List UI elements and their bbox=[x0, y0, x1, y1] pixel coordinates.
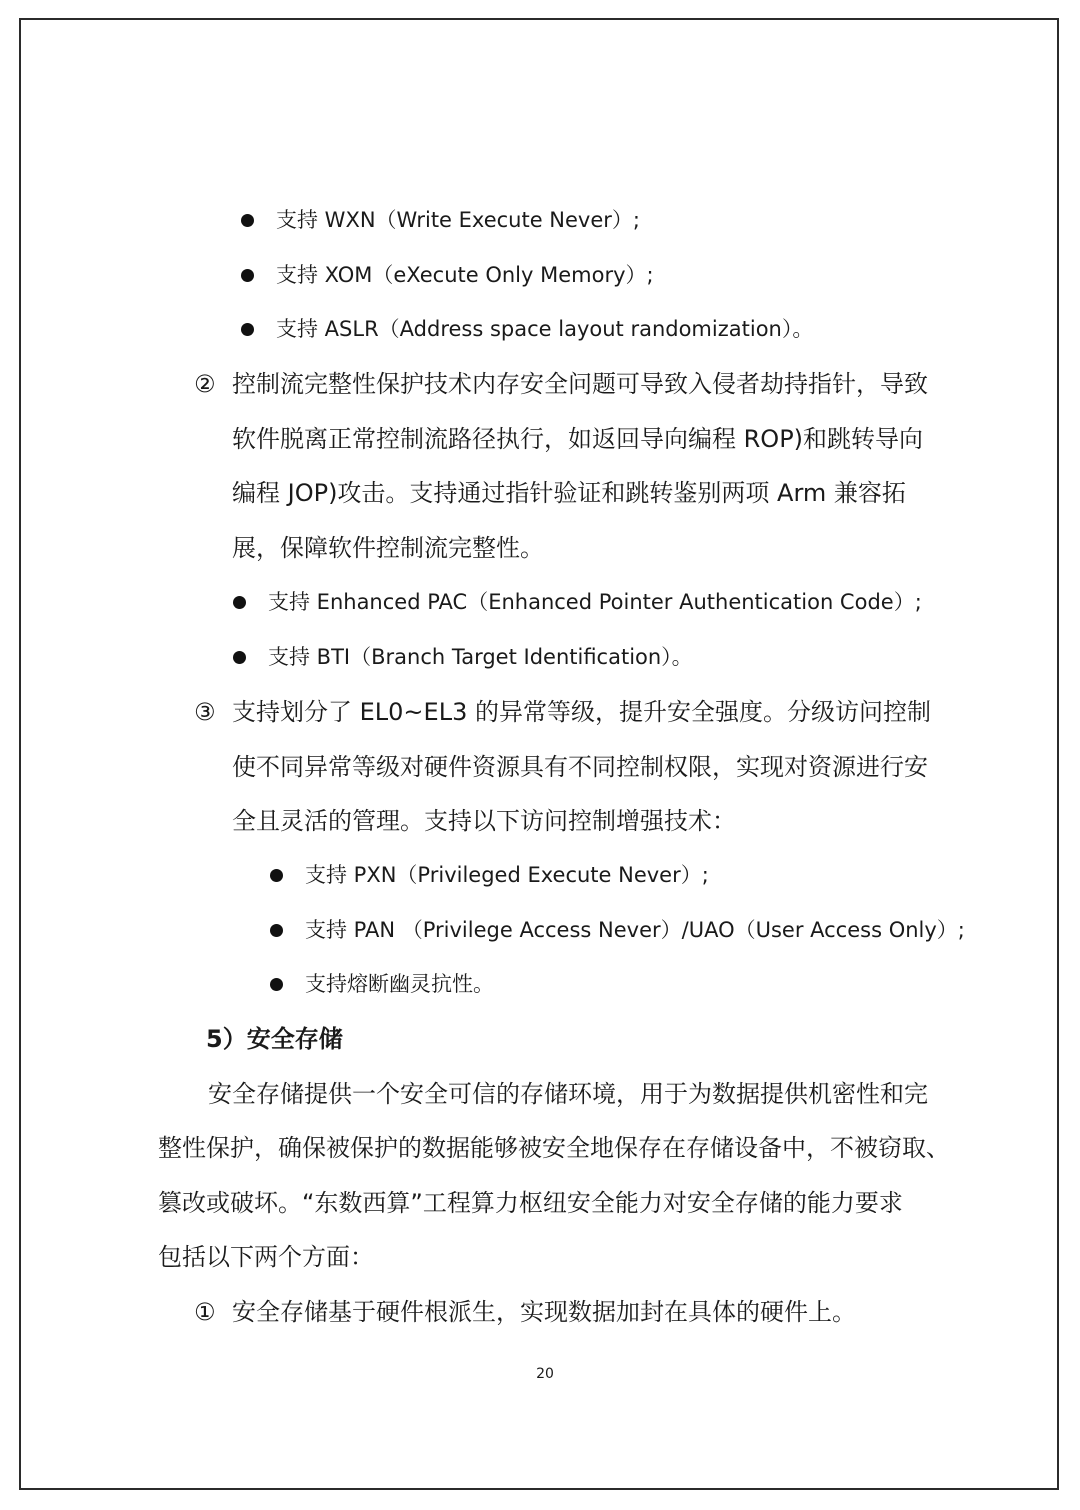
item-marker-2: ② bbox=[194, 370, 216, 398]
item2-line-2: 软件脱离正常控制流路径执行，如返回导向编程 ROP)和跳转导向 bbox=[232, 425, 924, 453]
bullet-dot-icon bbox=[270, 978, 283, 991]
bullet-dot-icon bbox=[270, 869, 283, 882]
item3-line-2: 使不同异常等级对硬件资源具有不同控制权限，实现对资源进行安 bbox=[232, 753, 928, 781]
bullet-dot-icon bbox=[270, 924, 283, 937]
bullet-dot-icon bbox=[233, 651, 246, 664]
bullet-dot-icon bbox=[241, 269, 254, 282]
bullet-meltdown-spectre: 支持熔断幽灵抗性。 bbox=[305, 972, 494, 996]
bullet-aslr: 支持 ASLR（Address space layout randomization）。 bbox=[276, 317, 814, 341]
section5-paragraph-line-1: 安全存储提供一个安全可信的存储环境，用于为数据提供机密性和完 bbox=[208, 1080, 928, 1108]
bullet-pan-uao: 支持 PAN （Privilege Access Never）/UAO（User Access Only）; bbox=[305, 918, 965, 942]
section5-paragraph-line-4: 包括以下两个方面： bbox=[158, 1243, 374, 1271]
bullet-dot-icon bbox=[241, 323, 254, 336]
bullet-xom: 支持 XOM（eXecute Only Memory）; bbox=[276, 263, 654, 287]
bullet-bti: 支持 BTI（Branch Target Identification）。 bbox=[268, 645, 693, 669]
bullet-pxn: 支持 PXN（Privileged Execute Never）; bbox=[305, 863, 709, 887]
section-heading: 5）安全存储 bbox=[206, 1025, 343, 1053]
section5-paragraph-line-2: 整性保护，确保被保护的数据能够被安全地保存在存储设备中，不被窃取、 bbox=[158, 1134, 950, 1162]
bullet-dot-icon bbox=[233, 596, 246, 609]
section5-item1-text: 安全存储基于硬件根派生，实现数据加封在具体的硬件上。 bbox=[232, 1298, 856, 1326]
bullet-enhanced-pac: 支持 Enhanced PAC（Enhanced Pointer Authentication Code）; bbox=[268, 590, 922, 614]
item2-line-4: 展，保障软件控制流完整性。 bbox=[232, 534, 544, 562]
bullet-dot-icon bbox=[241, 214, 254, 227]
bullet-wxn: 支持 WXN（Write Execute Never）; bbox=[276, 208, 640, 232]
page-number: 20 bbox=[536, 1366, 554, 1382]
section5-paragraph-line-3: 篡改或破坏。“东数西算”工程算力枢纽安全能力对安全存储的能力要求 bbox=[158, 1189, 903, 1217]
item3-line-1: 支持划分了 EL0~EL3 的异常等级，提升安全强度。分级访问控制 bbox=[232, 698, 931, 726]
item-marker-1: ① bbox=[194, 1298, 216, 1326]
item2-line-1: 控制流完整性保护技术内存安全问题可导致入侵者劫持指针，导致 bbox=[232, 370, 928, 398]
item3-line-3: 全且灵活的管理。支持以下访问控制增强技术： bbox=[232, 807, 736, 835]
item-marker-3: ③ bbox=[194, 698, 216, 726]
item2-line-3: 编程 JOP)攻击。支持通过指针验证和跳转鉴别两项 Arm 兼容拓 bbox=[232, 479, 906, 507]
